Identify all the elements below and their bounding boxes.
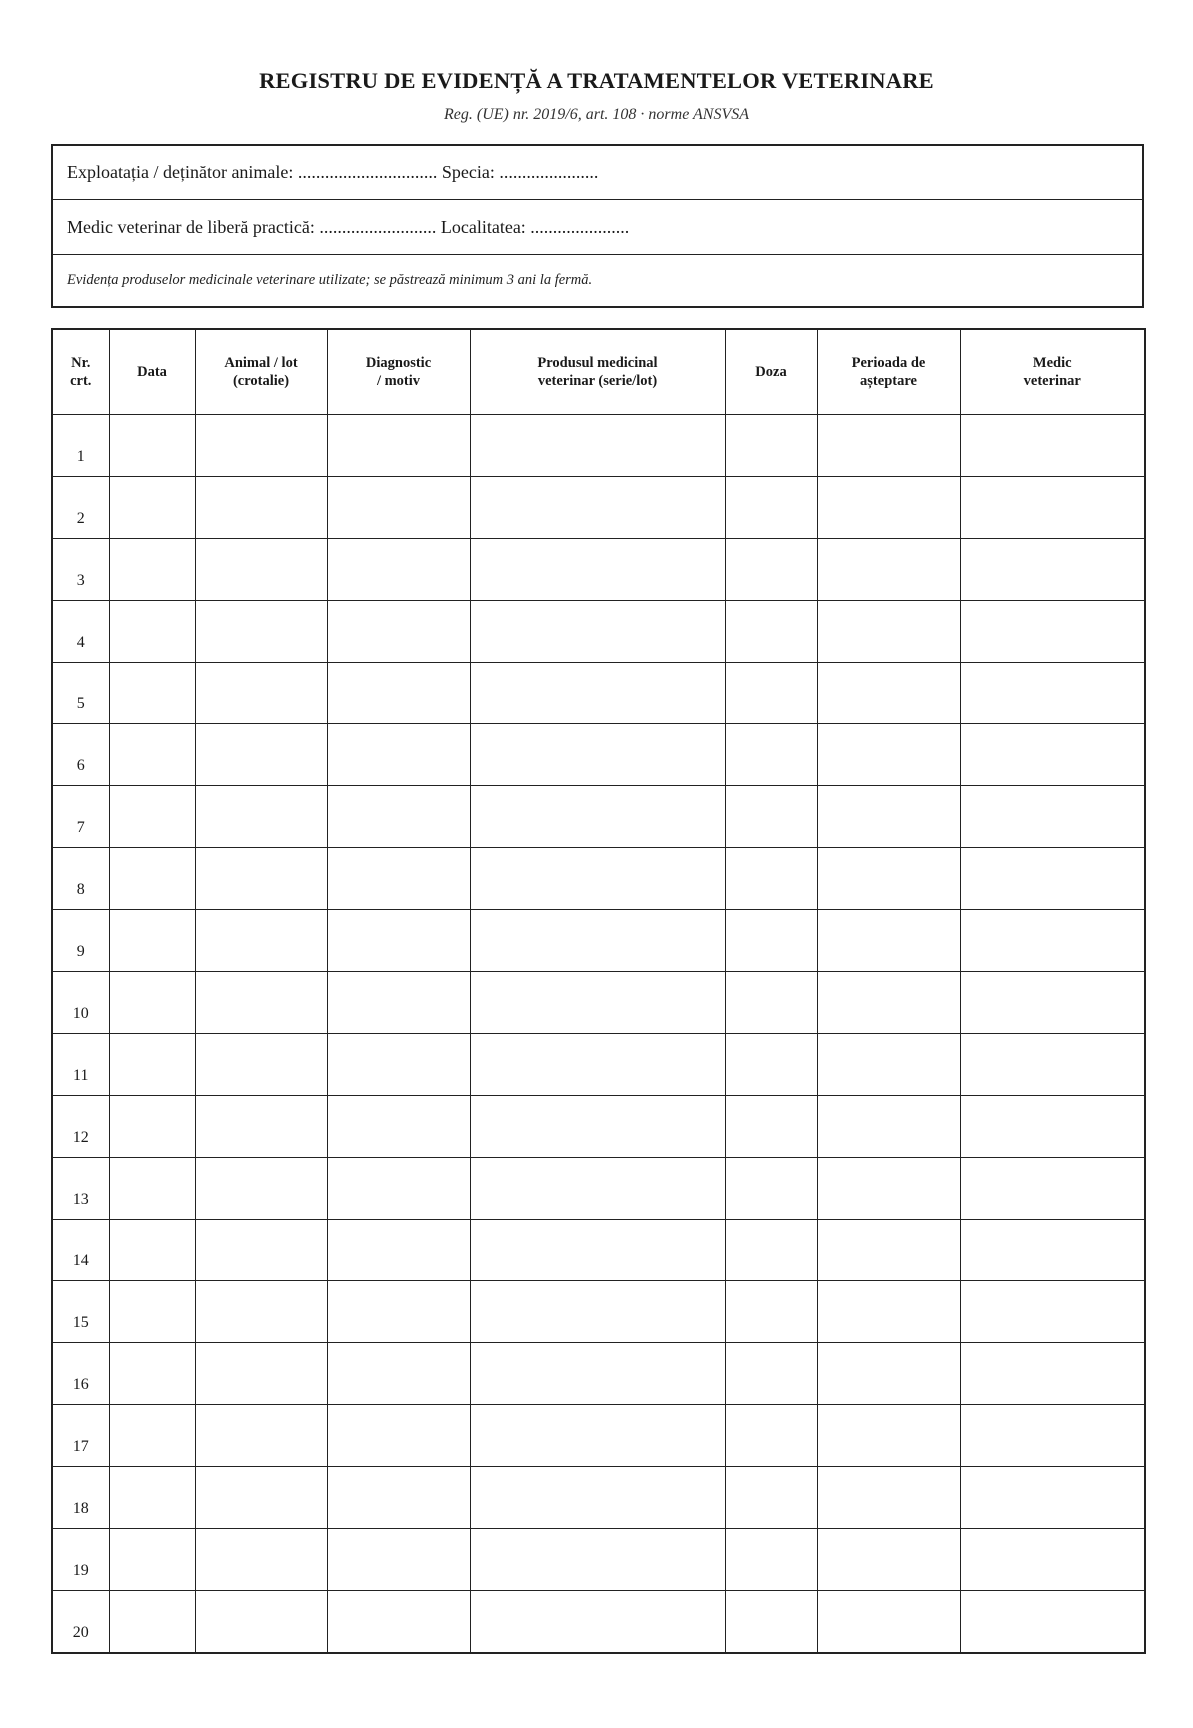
date-cell[interactable]	[109, 1590, 195, 1652]
col-header-product: Produsul medicinal veterinar (serie/lot)	[470, 329, 725, 415]
row-number: 16	[52, 1343, 109, 1405]
animal-cell[interactable]	[195, 786, 327, 848]
dose-cell[interactable]	[725, 972, 817, 1034]
table-row	[52, 1467, 1145, 1529]
withdrawal-cell[interactable]	[817, 1157, 960, 1219]
dose-cell[interactable]	[725, 1281, 817, 1343]
dose-cell[interactable]	[725, 1405, 817, 1467]
date-cell[interactable]	[109, 1157, 195, 1219]
vet-cell[interactable]	[960, 910, 1145, 972]
row-number: 17	[52, 1405, 109, 1467]
row-number: 10	[52, 972, 109, 1034]
withdrawal-cell[interactable]	[817, 600, 960, 662]
diagnostic-cell[interactable]	[327, 1405, 470, 1467]
dose-cell[interactable]	[725, 538, 817, 600]
row-number: 11	[52, 1033, 109, 1095]
col-header-nr: Nr. crt.	[52, 329, 109, 415]
row-number: 14	[52, 1219, 109, 1281]
date-cell[interactable]	[109, 1219, 195, 1281]
table-row	[52, 600, 1145, 662]
animal-cell[interactable]	[195, 1095, 327, 1157]
col-header-diagnostic: Diagnostic / motiv	[327, 329, 470, 415]
row-number: 1	[52, 415, 109, 477]
retention-note: Evidența produselor medicinale veterinare utilizate; se păstrează minimum 3 ani la fermă.	[67, 272, 593, 288]
product-cell[interactable]	[470, 1405, 725, 1467]
dose-cell[interactable]	[725, 1343, 817, 1405]
withdrawal-cell[interactable]	[817, 910, 960, 972]
table-row	[52, 910, 1145, 972]
product-cell[interactable]	[470, 848, 725, 910]
date-cell[interactable]	[109, 1467, 195, 1529]
date-cell[interactable]	[109, 848, 195, 910]
table-row	[52, 662, 1145, 724]
product-cell[interactable]	[470, 1095, 725, 1157]
row-number: 15	[52, 1281, 109, 1343]
animal-cell[interactable]	[195, 415, 327, 477]
withdrawal-cell[interactable]	[817, 786, 960, 848]
row-number: 2	[52, 476, 109, 538]
diagnostic-cell[interactable]	[327, 972, 470, 1034]
row-number: 18	[52, 1467, 109, 1529]
date-cell[interactable]	[109, 1095, 195, 1157]
dose-cell[interactable]	[725, 1033, 817, 1095]
dose-cell[interactable]	[725, 1529, 817, 1591]
animal-cell[interactable]	[195, 1590, 327, 1652]
diagnostic-cell[interactable]	[327, 1281, 470, 1343]
diagnostic-cell[interactable]	[327, 1095, 470, 1157]
table-row	[52, 1033, 1145, 1095]
animal-cell[interactable]	[195, 1405, 327, 1467]
row-number: 13	[52, 1157, 109, 1219]
dose-cell[interactable]	[725, 848, 817, 910]
vet-cell[interactable]	[960, 1590, 1145, 1652]
animal-cell[interactable]	[195, 662, 327, 724]
product-cell[interactable]	[470, 910, 725, 972]
withdrawal-cell[interactable]	[817, 1590, 960, 1652]
vet-cell[interactable]	[960, 1529, 1145, 1591]
dose-cell[interactable]	[725, 1590, 817, 1652]
animal-cell[interactable]	[195, 1467, 327, 1529]
row-number: 7	[52, 786, 109, 848]
product-cell[interactable]	[470, 1033, 725, 1095]
vet-cell[interactable]	[960, 600, 1145, 662]
animal-cell[interactable]	[195, 1157, 327, 1219]
animal-cell[interactable]	[195, 972, 327, 1034]
diagnostic-cell[interactable]	[327, 1157, 470, 1219]
product-cell[interactable]	[470, 476, 725, 538]
date-cell[interactable]	[109, 1405, 195, 1467]
vet-cell[interactable]	[960, 724, 1145, 786]
dose-cell[interactable]	[725, 662, 817, 724]
date-cell[interactable]	[109, 1529, 195, 1591]
vet-cell[interactable]	[960, 662, 1145, 724]
diagnostic-cell[interactable]	[327, 1529, 470, 1591]
dose-cell[interactable]	[725, 1219, 817, 1281]
product-cell[interactable]	[470, 972, 725, 1034]
product-cell[interactable]	[470, 600, 725, 662]
animal-cell[interactable]	[195, 538, 327, 600]
row-number: 4	[52, 600, 109, 662]
withdrawal-cell[interactable]	[817, 538, 960, 600]
col-header-vet: Medic veterinar	[960, 329, 1145, 415]
animal-cell[interactable]	[195, 1529, 327, 1591]
vet-cell[interactable]	[960, 786, 1145, 848]
row-number: 9	[52, 910, 109, 972]
date-cell[interactable]	[109, 972, 195, 1034]
document-subtitle: Reg. (UE) nr. 2019/6, art. 108 · norme ANSVSA	[443, 106, 749, 123]
date-cell[interactable]	[109, 1281, 195, 1343]
table-row	[52, 1590, 1145, 1652]
table-row	[52, 1343, 1145, 1405]
vet-cell[interactable]	[960, 1095, 1145, 1157]
vet-locality-field[interactable]: Medic veterinar de liberă practică: .......................... Localitatea: ......................	[53, 200, 1142, 255]
animal-cell[interactable]	[195, 1033, 327, 1095]
diagnostic-cell[interactable]	[327, 538, 470, 600]
diagnostic-cell[interactable]	[327, 848, 470, 910]
withdrawal-cell[interactable]	[817, 1529, 960, 1591]
date-cell[interactable]	[109, 538, 195, 600]
table-row	[52, 415, 1145, 477]
diagnostic-cell[interactable]	[327, 600, 470, 662]
vet-cell[interactable]	[960, 848, 1145, 910]
table-row	[52, 1095, 1145, 1157]
date-cell[interactable]	[109, 786, 195, 848]
date-cell[interactable]	[109, 724, 195, 786]
dose-cell[interactable]	[725, 724, 817, 786]
date-cell[interactable]	[109, 476, 195, 538]
withdrawal-cell[interactable]	[817, 1281, 960, 1343]
withdrawal-cell[interactable]	[817, 1033, 960, 1095]
row-number: 5	[52, 662, 109, 724]
table-row	[52, 1529, 1145, 1591]
row-number: 12	[52, 1095, 109, 1157]
withdrawal-cell[interactable]	[817, 662, 960, 724]
animal-cell[interactable]	[195, 724, 327, 786]
diagnostic-cell[interactable]	[327, 1467, 470, 1529]
table-row	[52, 786, 1145, 848]
product-cell[interactable]	[470, 1281, 725, 1343]
withdrawal-cell[interactable]	[817, 1219, 960, 1281]
dose-cell[interactable]	[725, 600, 817, 662]
product-cell[interactable]	[470, 1343, 725, 1405]
row-number: 8	[52, 848, 109, 910]
table-row	[52, 848, 1145, 910]
header-row	[52, 329, 1145, 415]
dose-cell[interactable]	[725, 910, 817, 972]
col-header-animal: Animal / lot (crotalie)	[195, 329, 327, 415]
diagnostic-cell[interactable]	[327, 1033, 470, 1095]
animal-cell[interactable]	[195, 1281, 327, 1343]
vet-cell[interactable]	[960, 538, 1145, 600]
table-row	[52, 538, 1145, 600]
product-cell[interactable]	[470, 1157, 725, 1219]
vet-cell[interactable]	[960, 415, 1145, 477]
vet-cell[interactable]	[960, 1219, 1145, 1281]
col-header-data: Data	[109, 329, 195, 415]
diagnostic-cell[interactable]	[327, 1590, 470, 1652]
product-cell[interactable]	[470, 724, 725, 786]
table-row	[52, 724, 1145, 786]
withdrawal-cell[interactable]	[817, 1467, 960, 1529]
withdrawal-cell[interactable]	[817, 1405, 960, 1467]
dose-cell[interactable]	[725, 415, 817, 477]
row-number: 3	[52, 538, 109, 600]
animal-cell[interactable]	[195, 910, 327, 972]
withdrawal-cell[interactable]	[817, 972, 960, 1034]
product-cell[interactable]	[470, 1219, 725, 1281]
diagnostic-cell[interactable]	[327, 1219, 470, 1281]
table-row	[52, 1157, 1145, 1219]
holder-species-field[interactable]: Exploatația / deținător animale: ............................... Specia: ......................	[53, 146, 1142, 200]
date-cell[interactable]	[109, 662, 195, 724]
product-cell[interactable]	[470, 1529, 725, 1591]
diagnostic-cell[interactable]	[327, 724, 470, 786]
dose-cell[interactable]	[725, 1095, 817, 1157]
product-cell[interactable]	[470, 662, 725, 724]
table-row	[52, 1281, 1145, 1343]
animal-cell[interactable]	[195, 600, 327, 662]
row-number: 19	[52, 1529, 109, 1591]
row-number: 6	[52, 724, 109, 786]
info-box	[51, 144, 1144, 308]
col-header-withdrawal: Perioada de așteptare	[817, 329, 960, 415]
animal-cell[interactable]	[195, 1343, 327, 1405]
diagnostic-cell[interactable]	[327, 415, 470, 477]
withdrawal-cell[interactable]	[817, 1343, 960, 1405]
vet-cell[interactable]	[960, 1343, 1145, 1405]
diagnostic-cell[interactable]	[327, 476, 470, 538]
animal-cell[interactable]	[195, 848, 327, 910]
dose-cell[interactable]	[725, 1467, 817, 1529]
document-title: REGISTRU DE EVIDENȚĂ A TRATAMENTELOR VETERINARE	[259, 68, 934, 93]
col-header-dose: Doza	[725, 329, 817, 415]
vet-cell[interactable]	[960, 1405, 1145, 1467]
product-cell[interactable]	[470, 538, 725, 600]
diagnostic-cell[interactable]	[327, 1343, 470, 1405]
withdrawal-cell[interactable]	[817, 724, 960, 786]
date-cell[interactable]	[109, 600, 195, 662]
withdrawal-cell[interactable]	[817, 848, 960, 910]
table-row	[52, 972, 1145, 1034]
table-row	[52, 1219, 1145, 1281]
withdrawal-cell[interactable]	[817, 476, 960, 538]
row-number: 20	[52, 1590, 109, 1652]
product-cell[interactable]	[470, 415, 725, 477]
vet-cell[interactable]	[960, 476, 1145, 538]
date-cell[interactable]	[109, 1343, 195, 1405]
product-cell[interactable]	[470, 786, 725, 848]
vet-cell[interactable]	[960, 1033, 1145, 1095]
product-cell[interactable]	[470, 1590, 725, 1652]
vet-cell[interactable]	[960, 1281, 1145, 1343]
animal-cell[interactable]	[195, 1219, 327, 1281]
treatment-register-table	[51, 328, 1146, 1654]
vet-cell[interactable]	[960, 1467, 1145, 1529]
withdrawal-cell[interactable]	[817, 1095, 960, 1157]
table-row	[52, 1405, 1145, 1467]
vet-cell[interactable]	[960, 1157, 1145, 1219]
diagnostic-cell[interactable]	[327, 786, 470, 848]
product-cell[interactable]	[470, 1467, 725, 1529]
date-cell[interactable]	[109, 415, 195, 477]
dose-cell[interactable]	[725, 476, 817, 538]
vet-cell[interactable]	[960, 972, 1145, 1034]
date-cell[interactable]	[109, 1033, 195, 1095]
animal-cell[interactable]	[195, 476, 327, 538]
date-cell[interactable]	[109, 910, 195, 972]
dose-cell[interactable]	[725, 1157, 817, 1219]
diagnostic-cell[interactable]	[327, 662, 470, 724]
dose-cell[interactable]	[725, 786, 817, 848]
diagnostic-cell[interactable]	[327, 910, 470, 972]
withdrawal-cell[interactable]	[817, 415, 960, 477]
table-row	[52, 476, 1145, 538]
